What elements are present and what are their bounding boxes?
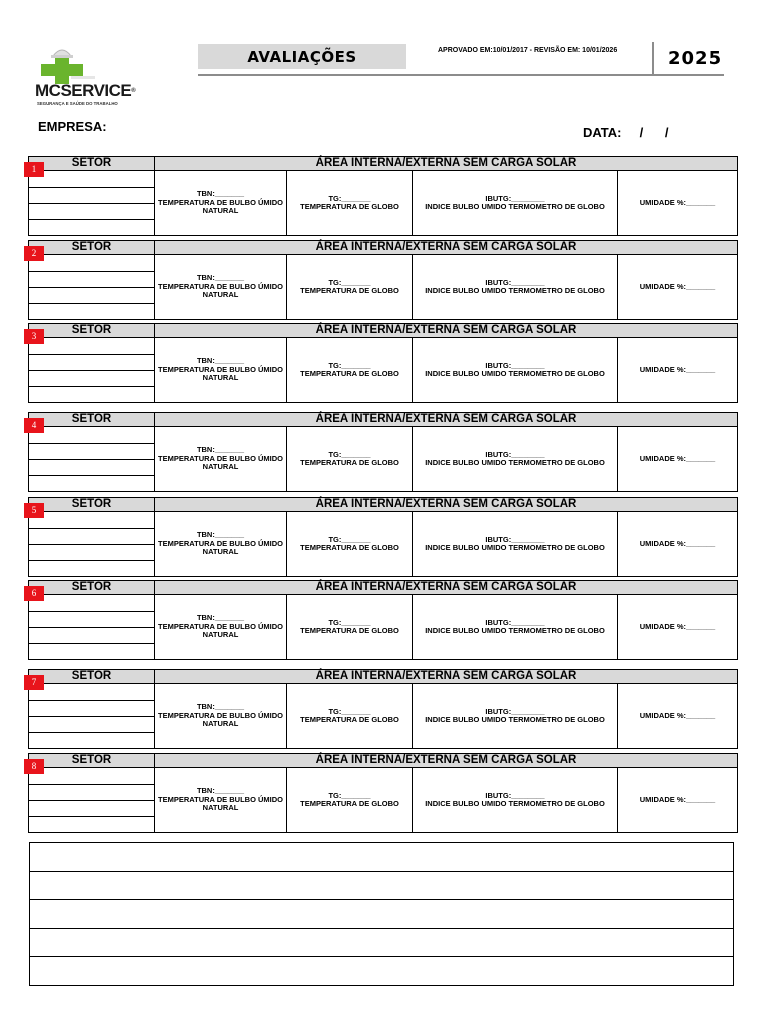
ibutg-description: INDICE BULBO UMIDO TERMOMETRO DE GLOBO xyxy=(425,202,605,211)
block-header xyxy=(28,240,738,255)
tg-label: TG:_______ xyxy=(328,193,371,203)
tbn-label: TBN:_______ xyxy=(196,613,245,623)
setor-line xyxy=(29,800,154,801)
tg-label: TG:_______ xyxy=(328,706,371,716)
ibutg-description: INDICE BULBO UMIDO TERMOMETRO DE GLOBO xyxy=(425,543,605,552)
setor-header: SETOR xyxy=(71,324,112,336)
umidade-label: UMIDADE %:_______ xyxy=(639,197,716,207)
document-title: AVALIAÇÕES xyxy=(198,44,406,69)
evaluation-block xyxy=(28,412,738,491)
umidade-label: UMIDADE %:_______ xyxy=(639,710,716,720)
tg-description: TEMPERATURA DE GLOBO xyxy=(300,458,399,467)
tg-description: TEMPERATURA DE GLOBO xyxy=(300,369,399,378)
tbn-description: TEMPERATURA DE BULBO ÚMIDO NATURAL xyxy=(158,281,283,300)
tg-field[interactable] xyxy=(287,255,412,319)
block-body xyxy=(28,683,738,749)
umidade-label: UMIDADE %:_______ xyxy=(639,794,716,804)
ibutg-label: IBUTG:________ xyxy=(485,449,545,459)
ibutg-label: IBUTG:________ xyxy=(485,360,545,370)
tbn-label: TBN:_______ xyxy=(196,702,245,712)
tbn-label: TBN:_______ xyxy=(196,189,245,199)
block-body xyxy=(28,170,738,236)
setor-header: SETOR xyxy=(71,498,112,510)
notes-row-line xyxy=(30,899,733,900)
tg-description: TEMPERATURA DE GLOBO xyxy=(300,715,399,724)
setor-header: SETOR xyxy=(71,754,112,766)
tg-field[interactable] xyxy=(287,512,412,576)
tbn-label: TBN:_______ xyxy=(196,273,245,283)
setor-header: SETOR xyxy=(71,581,112,593)
notes-table[interactable] xyxy=(29,842,734,986)
ibutg-field[interactable] xyxy=(413,338,617,402)
setor-line xyxy=(29,354,154,355)
block-number-badge: 2 xyxy=(24,246,44,261)
setor-header: SETOR xyxy=(71,241,112,253)
evaluation-block xyxy=(28,156,738,235)
umidade-field[interactable] xyxy=(618,768,737,832)
block-body xyxy=(28,511,738,577)
tg-description: TEMPERATURA DE GLOBO xyxy=(300,543,399,552)
umidade-label: UMIDADE %:_______ xyxy=(639,453,716,463)
tg-field[interactable] xyxy=(287,768,412,832)
logo-tagline: SEGURANÇA E SAÚDE DO TRABALHO xyxy=(37,101,118,106)
evaluation-block xyxy=(28,669,738,748)
logo-name: MCSERVICE® xyxy=(35,81,136,100)
year-label: 2025 xyxy=(668,48,723,69)
ibutg-label: IBUTG:________ xyxy=(485,193,545,203)
setor-line xyxy=(29,459,154,460)
notes-row-line xyxy=(30,871,733,872)
setor-line xyxy=(29,475,154,476)
tbn-description: TEMPERATURA DE BULBO ÚMIDO NATURAL xyxy=(158,794,283,813)
evaluation-block xyxy=(28,323,738,402)
area-header: ÁREA INTERNA/EXTERNA SEM CARGA SOLAR xyxy=(315,670,577,682)
setor-line xyxy=(29,816,154,817)
tg-field[interactable] xyxy=(287,171,412,235)
header-rule xyxy=(198,74,724,76)
setor-line xyxy=(29,560,154,561)
evaluation-block xyxy=(28,580,738,659)
tbn-field[interactable] xyxy=(155,171,286,235)
block-body xyxy=(28,426,738,492)
setor-line xyxy=(29,203,154,204)
umidade-field[interactable] xyxy=(618,684,737,748)
setor-line xyxy=(29,700,154,701)
ibutg-field[interactable] xyxy=(413,171,617,235)
block-body xyxy=(28,594,738,660)
block-header xyxy=(28,323,738,338)
setor-line xyxy=(29,611,154,612)
block-header xyxy=(28,580,738,595)
setor-line xyxy=(29,528,154,529)
tbn-field[interactable] xyxy=(155,255,286,319)
tg-label: TG:_______ xyxy=(328,534,371,544)
tg-description: TEMPERATURA DE GLOBO xyxy=(300,626,399,635)
tbn-description: TEMPERATURA DE BULBO ÚMIDO NATURAL xyxy=(158,364,283,383)
ibutg-label: IBUTG:________ xyxy=(485,706,545,716)
tbn-field[interactable] xyxy=(155,338,286,402)
evaluation-block xyxy=(28,240,738,319)
ibutg-label: IBUTG:________ xyxy=(485,534,545,544)
ibutg-field[interactable] xyxy=(413,427,617,491)
tbn-field[interactable] xyxy=(155,768,286,832)
setor-line xyxy=(29,303,154,304)
ibutg-description: INDICE BULBO UMIDO TERMOMETRO DE GLOBO xyxy=(425,369,605,378)
notes-row-line xyxy=(30,956,733,957)
area-header: ÁREA INTERNA/EXTERNA SEM CARGA SOLAR xyxy=(315,754,577,766)
setor-line xyxy=(29,732,154,733)
tbn-label: TBN:_______ xyxy=(196,445,245,455)
block-number-badge: 3 xyxy=(24,329,44,344)
area-header: ÁREA INTERNA/EXTERNA SEM CARGA SOLAR xyxy=(315,324,577,336)
evaluation-block xyxy=(28,753,738,832)
tbn-field[interactable] xyxy=(155,595,286,659)
notes-row-line xyxy=(30,928,733,929)
ibutg-label: IBUTG:________ xyxy=(485,277,545,287)
ibutg-field[interactable] xyxy=(413,255,617,319)
setor-line xyxy=(29,627,154,628)
tg-label: TG:_______ xyxy=(328,617,371,627)
block-header xyxy=(28,497,738,512)
umidade-field[interactable] xyxy=(618,338,737,402)
block-header xyxy=(28,156,738,171)
tbn-description: TEMPERATURA DE BULBO ÚMIDO NATURAL xyxy=(158,621,283,640)
area-header: ÁREA INTERNA/EXTERNA SEM CARGA SOLAR xyxy=(315,241,577,253)
setor-line xyxy=(29,219,154,220)
tbn-field[interactable] xyxy=(155,427,286,491)
block-number-badge: 4 xyxy=(24,418,44,433)
tbn-label: TBN:_______ xyxy=(196,356,245,366)
setor-line xyxy=(29,544,154,545)
area-header: ÁREA INTERNA/EXTERNA SEM CARGA SOLAR xyxy=(315,498,577,510)
tg-field[interactable] xyxy=(287,595,412,659)
setor-line xyxy=(29,271,154,272)
umidade-field[interactable] xyxy=(618,171,737,235)
ibutg-description: INDICE BULBO UMIDO TERMOMETRO DE GLOBO xyxy=(425,626,605,635)
umidade-label: UMIDADE %:_______ xyxy=(639,281,716,291)
setor-line xyxy=(29,784,154,785)
umidade-field[interactable] xyxy=(618,255,737,319)
tg-field[interactable] xyxy=(287,684,412,748)
tg-label: TG:_______ xyxy=(328,360,371,370)
block-number-badge: 7 xyxy=(24,675,44,690)
setor-line xyxy=(29,716,154,717)
area-header: ÁREA INTERNA/EXTERNA SEM CARGA SOLAR xyxy=(315,581,577,593)
tg-description: TEMPERATURA DE GLOBO xyxy=(300,286,399,295)
setor-header: SETOR xyxy=(71,157,112,169)
tbn-description: TEMPERATURA DE BULBO ÚMIDO NATURAL xyxy=(158,710,283,729)
setor-line xyxy=(29,643,154,644)
block-body xyxy=(28,254,738,320)
tbn-description: TEMPERATURA DE BULBO ÚMIDO NATURAL xyxy=(158,538,283,557)
date-field[interactable]: DATA: / / xyxy=(583,125,669,140)
block-header xyxy=(28,753,738,768)
ibutg-field[interactable] xyxy=(413,768,617,832)
ibutg-label: IBUTG:________ xyxy=(485,617,545,627)
block-body xyxy=(28,337,738,403)
block-header xyxy=(28,412,738,427)
tg-description: TEMPERATURA DE GLOBO xyxy=(300,799,399,808)
setor-header: SETOR xyxy=(71,413,112,425)
logo-cross-icon xyxy=(31,42,127,84)
tg-description: TEMPERATURA DE GLOBO xyxy=(300,202,399,211)
ibutg-description: INDICE BULBO UMIDO TERMOMETRO DE GLOBO xyxy=(425,286,605,295)
evaluation-block xyxy=(28,497,738,576)
company-logo xyxy=(31,42,136,112)
setor-line xyxy=(29,386,154,387)
ibutg-label: IBUTG:________ xyxy=(485,790,545,800)
ibutg-field[interactable] xyxy=(413,595,617,659)
setor-line xyxy=(29,370,154,371)
block-body xyxy=(28,767,738,833)
tg-label: TG:_______ xyxy=(328,449,371,459)
tbn-description: TEMPERATURA DE BULBO ÚMIDO NATURAL xyxy=(158,197,283,216)
ibutg-description: INDICE BULBO UMIDO TERMOMETRO DE GLOBO xyxy=(425,458,605,467)
umidade-label: UMIDADE %:_______ xyxy=(639,364,716,374)
tg-label: TG:_______ xyxy=(328,790,371,800)
tg-label: TG:_______ xyxy=(328,277,371,287)
umidade-label: UMIDADE %:_______ xyxy=(639,538,716,548)
tg-field[interactable] xyxy=(287,338,412,402)
ibutg-field[interactable] xyxy=(413,512,617,576)
tbn-label: TBN:_______ xyxy=(196,786,245,796)
tg-field[interactable] xyxy=(287,427,412,491)
ibutg-description: INDICE BULBO UMIDO TERMOMETRO DE GLOBO xyxy=(425,799,605,808)
setor-line xyxy=(29,443,154,444)
setor-header: SETOR xyxy=(71,670,112,682)
empresa-label: EMPRESA: xyxy=(38,119,107,134)
tbn-field[interactable] xyxy=(155,512,286,576)
tbn-label: TBN:_______ xyxy=(196,530,245,540)
ibutg-description: INDICE BULBO UMIDO TERMOMETRO DE GLOBO xyxy=(425,715,605,724)
umidade-label: UMIDADE %:_______ xyxy=(639,621,716,631)
tbn-description: TEMPERATURA DE BULBO ÚMIDO NATURAL xyxy=(158,453,283,472)
block-header xyxy=(28,669,738,684)
umidade-field[interactable] xyxy=(618,427,737,491)
block-number-badge: 1 xyxy=(24,162,44,177)
umidade-field[interactable] xyxy=(618,595,737,659)
tbn-field[interactable] xyxy=(155,684,286,748)
year-separator xyxy=(652,42,654,76)
area-header: ÁREA INTERNA/EXTERNA SEM CARGA SOLAR xyxy=(315,157,577,169)
setor-line xyxy=(29,187,154,188)
block-number-badge: 5 xyxy=(24,503,44,518)
area-header: ÁREA INTERNA/EXTERNA SEM CARGA SOLAR xyxy=(315,413,577,425)
setor-line xyxy=(29,287,154,288)
block-number-badge: 6 xyxy=(24,586,44,601)
approval-info: APROVADO EM:10/01/2017 - REVISÃO EM: 10/01/2026 xyxy=(438,47,618,54)
umidade-field[interactable] xyxy=(618,512,737,576)
block-number-badge: 8 xyxy=(24,759,44,774)
ibutg-field[interactable] xyxy=(413,684,617,748)
